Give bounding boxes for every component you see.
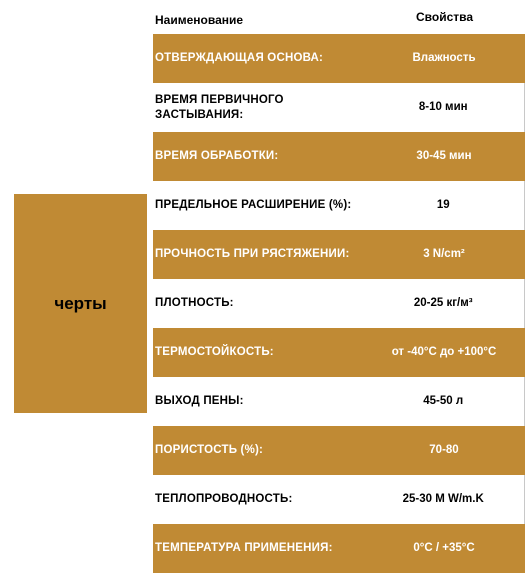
section-label — [14, 194, 147, 413]
property-value: 20-25 кг/м³ — [413, 297, 473, 309]
property-value: от -40°С до +100°С — [391, 346, 497, 358]
table-row — [153, 34, 525, 83]
table-row — [153, 83, 525, 132]
table-header — [153, 0, 525, 34]
table-row — [153, 181, 525, 230]
property-value: 70-80 — [429, 444, 459, 456]
property-value: 0°С / +35°С — [413, 542, 475, 554]
property-name: ПРОЧНОСТЬ ПРИ РЯСТЯЖЕНИИ: — [155, 248, 350, 260]
property-value: 8-10 мин — [418, 101, 468, 113]
property-value: 30-45 мин — [416, 150, 472, 162]
property-name: ПОРИСТОСТЬ (%): — [155, 444, 264, 456]
table-row — [153, 475, 525, 524]
property-name: ТЕРМОСТОЙКОСТЬ: — [155, 346, 274, 358]
section-label-text: черты — [54, 293, 107, 313]
column-header-properties: Свойства — [416, 10, 474, 24]
property-value: 45-50 л — [423, 395, 464, 407]
properties-table — [153, 34, 525, 573]
property-name: ОТВЕРЖДАЮЩАЯ ОСНОВА: — [155, 52, 324, 64]
property-value: Влажность — [412, 52, 476, 64]
property-value: 3 N/cm² — [423, 248, 465, 260]
table-row — [153, 426, 525, 475]
table-row — [153, 132, 525, 181]
property-value: 19 — [436, 199, 450, 211]
table-row — [153, 279, 525, 328]
property-value: 25-30 M W/m.K — [402, 493, 484, 505]
table-row — [153, 230, 525, 279]
property-name: ВРЕМЯ ПЕРВИЧНОГО ЗАСТЫВАНИЯ: — [155, 93, 284, 121]
property-name: ТЕМПЕРАТУРА ПРИМЕНЕНИЯ: — [155, 542, 333, 554]
property-name: ВРЕМЯ ОБРАБОТКИ: — [155, 150, 279, 162]
property-name: ПЛОТНОСТЬ: — [155, 297, 234, 309]
table-row — [153, 377, 525, 426]
column-header-name: Наименование — [155, 13, 244, 27]
property-name: ТЕПЛОПРОВОДНОСТЬ: — [155, 493, 293, 505]
property-name: ПРЕДЕЛЬНОЕ РАСШИРЕНИЕ (%): — [155, 199, 352, 211]
property-name: ВЫХОД ПЕНЫ: — [155, 395, 244, 407]
table-row — [153, 328, 525, 377]
